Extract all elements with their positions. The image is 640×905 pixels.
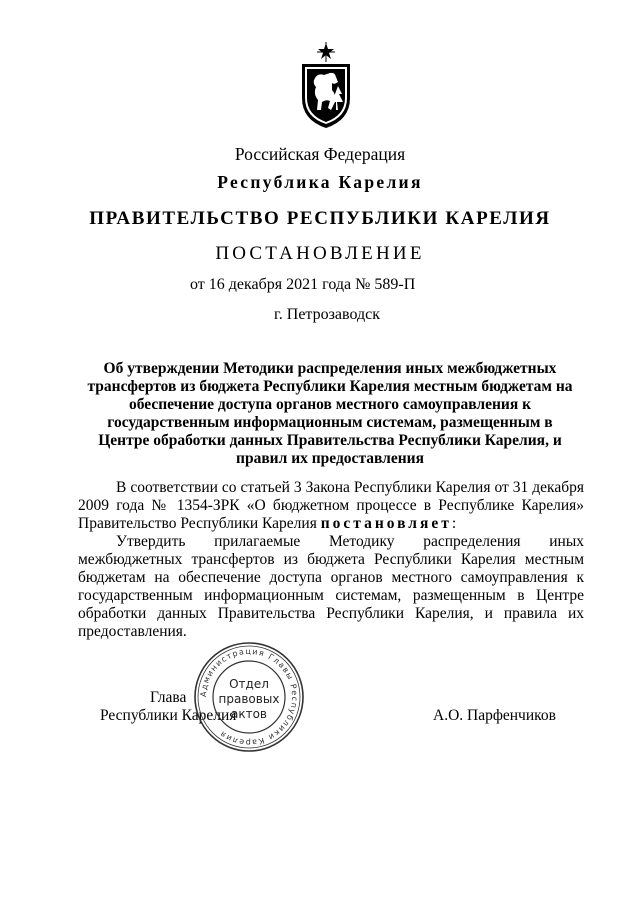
stamp-line-1: Отдел	[229, 677, 269, 691]
stamp-ring-text: Администрация Главы Республики Карелия	[198, 646, 300, 748]
government-title: ПРАВИТЕЛЬСТВО РЕСПУБЛИКИ КАРЕЛИЯ	[89, 208, 551, 229]
document-type: ПОСТАНОВЛЕНИЕ	[215, 243, 425, 264]
signatory-name: А.О. Парфенчиков	[433, 707, 556, 724]
signatory-title: Глава Республики Карелия	[100, 689, 237, 724]
republic-name: Республика Карелия	[217, 172, 423, 192]
body-paragraph-2: Утвердить прилагаемые Методику распределения иных межбюджетных трансфертов из бюджета Республики Карелия местным бюджетам на обеспечение доступа органов местного самоуправления к государственным информационным системам, размещенным в Центре обработки данных Правительства Республики Карелия, и правила их предоставления.	[78, 533, 584, 640]
city-name: г. Петрозаводск	[274, 306, 381, 323]
decides-word: постановляет	[320, 515, 452, 532]
coat-of-arms-emblem	[298, 42, 354, 130]
document-subject: Об утверждении Методики распределения иных межбюджетных трансфертов из бюджета Республики Карелия местным бюджетам на обеспечение доступа органов местного самоуправления к государственным информационным системам, размещенным в Центре обработки данных Правительства Республики Карелия, и правил их предоставления	[87, 360, 573, 467]
document-body	[78, 479, 584, 641]
country-name: Российская Федерация	[234, 144, 406, 164]
body-paragraph-1: В соответствии со статьей 3 Закона Республики Карелия от 31 декабря 2009 года № 1354-ЗРК «О бюджетном процессе в Республике Карелия» Правительство Республики Карелия постановляет:	[78, 479, 584, 532]
date-and-number: от 16 декабря 2021 года № 589-П	[190, 276, 416, 293]
stamp-line-3: актов	[230, 707, 268, 721]
official-stamp	[192, 640, 306, 754]
star-icon	[317, 42, 335, 62]
stamp-line-2: правовых	[218, 692, 280, 706]
